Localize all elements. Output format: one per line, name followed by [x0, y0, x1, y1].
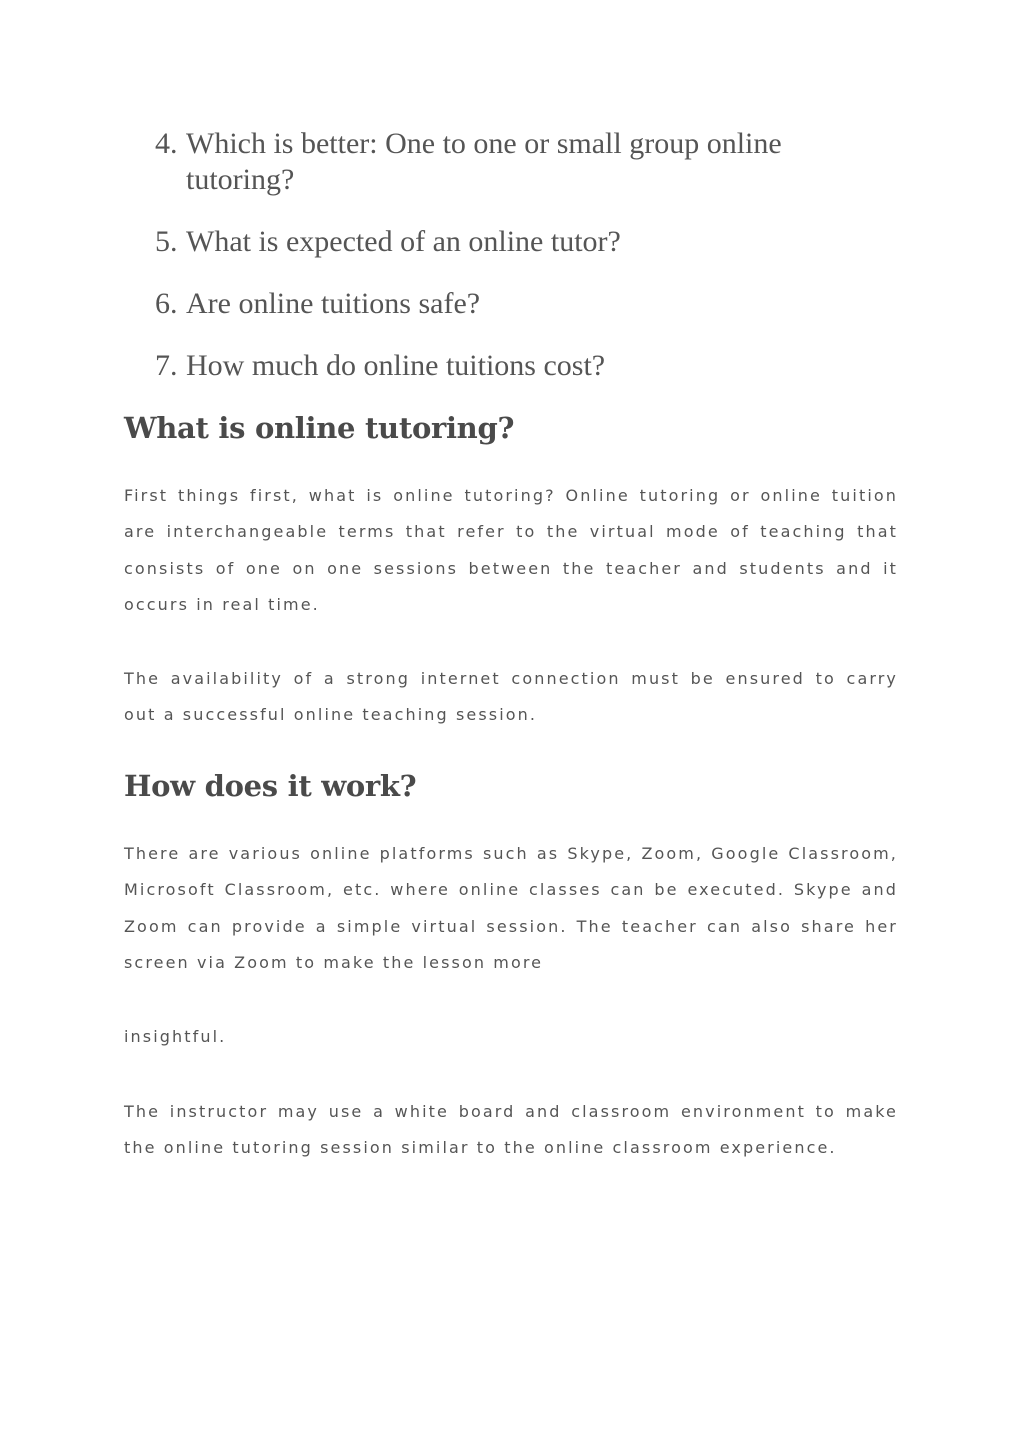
toc-item-4 — [155, 126, 875, 198]
paragraph: The instructor may use a white board and classroom environment to make the online tutoring session similar to the online classroom experience. — [124, 1102, 898, 1158]
toc-item-text: What is expected of an online tutor? — [186, 225, 621, 258]
toc-item-number: 5. — [155, 225, 178, 258]
section-heading-how-does-it-work: How does it work? — [124, 769, 417, 803]
paragraph: There are various online platforms such as Skype, Zoom, Google Classroom, Microsoft Classroom, etc. where online classes can be executed. Skype and Zoom can provide a simple virtual session. The teacher can also share her screen via Zoom to make the lesson more — [124, 844, 898, 973]
toc-item-text: How much do online tuitions cost? — [186, 349, 606, 382]
toc-item-7 — [155, 348, 875, 384]
paragraph: First things first, what is online tutoring? Online tutoring or online tuition are interchangeable terms that refer to the virtual mode of teaching that consists of one on one sessions between the teacher and students and it occurs in real time. — [124, 486, 898, 615]
table-of-contents-list — [155, 126, 875, 410]
toc-item-text: Are online tuitions safe? — [186, 287, 481, 320]
toc-item-5 — [155, 224, 875, 260]
toc-item-number: 6. — [155, 287, 178, 320]
toc-item-6 — [155, 286, 875, 322]
paragraph: The availability of a strong internet connection must be ensured to carry out a successful online teaching session. — [124, 669, 898, 725]
paragraph: insightful. — [124, 1027, 227, 1046]
toc-item-number: 4. — [155, 127, 178, 160]
toc-item-text: Which is better: One to one or small group online tutoring? — [186, 127, 782, 196]
section-heading-what-is-online-tutoring: What is online tutoring? — [124, 411, 515, 445]
toc-item-number: 7. — [155, 349, 178, 382]
